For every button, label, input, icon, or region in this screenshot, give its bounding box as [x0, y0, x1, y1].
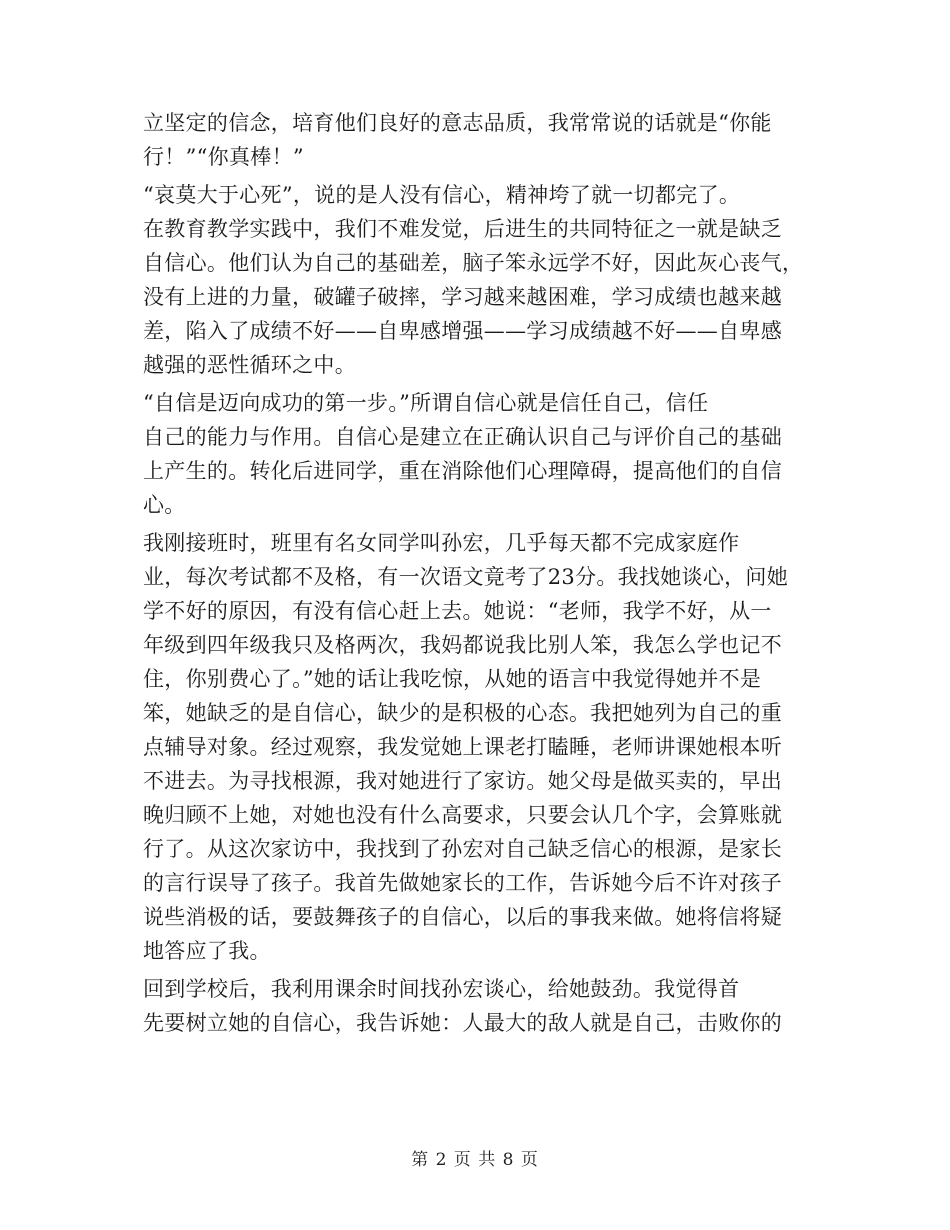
text-line: 自己的能力与作用。自信心是建立在正确认识自己与评价自己的基础	[143, 425, 782, 449]
text-line: “哀莫大于心死”，说的是人没有信心，精神垮了就一切都完了。	[143, 183, 741, 207]
text-line: 说些消极的话，要鼓舞孩子的自信心，以后的事我来做。她将信将疑	[143, 905, 782, 929]
text-line: 学不好的原因，有没有信心赶上去。她说：“老师，我学不好，从一	[143, 599, 772, 623]
text-line: 业，每次考试都不及格，有一次语文竟考了23分。我找她谈心，问她	[143, 565, 789, 589]
text-line: 年级到四年级我只及格两次，我妈都说我比别人笨，我怎么学也记不	[143, 633, 782, 657]
paragraph	[143, 178, 823, 382]
text-line: 行！”“你真棒！”	[143, 145, 304, 169]
text-line: 我刚接班时，班里有名女同学叫孙宏，几乎每天都不完成家庭作	[143, 531, 740, 555]
page-number-footer: 第 2 页 共 8 页	[411, 1150, 539, 1170]
text-line: 回到学校后，我利用课余时间找孙宏谈心，给她鼓劲。我觉得首	[143, 977, 740, 1001]
paragraph	[143, 972, 823, 1040]
text-line: 笨，她缺乏的是自信心，缺少的是积极的心态。我把她列为自己的重	[143, 701, 782, 725]
text-line: 差，陷入了成绩不好——自卑感增强——学习成绩越不好——自卑感	[143, 319, 782, 343]
text-line: 先要树立她的自信心，我告诉她：人最大的敌人就是自己，击败你的	[143, 1011, 782, 1035]
text-line: 的言行误导了孩子。我首先做她家长的工作，告诉她今后不许对孩子	[143, 871, 782, 895]
text-line: 越强的恶性循环之中。	[143, 353, 356, 377]
paragraph	[143, 386, 823, 522]
text-line: 在教育教学实践中，我们不难发觉，后进生的共同特征之一就是缺乏	[143, 217, 782, 241]
text-line: 心。	[143, 493, 186, 517]
paragraph	[143, 106, 823, 174]
text-line: 不进去。为寻找根源，我对她进行了家访。她父母是做买卖的，早出	[143, 769, 782, 793]
text-line: 自信心。他们认为自己的基础差，脑子笨永远学不好，因此灰心丧气，	[143, 251, 804, 275]
paragraph	[143, 526, 823, 968]
text-line: “自信是迈向成功的第一步。”所谓自信心就是信任自己，信任	[143, 391, 709, 415]
text-line: 上产生的。转化后进同学，重在消除他们心理障碍，提高他们的自信	[143, 459, 782, 483]
text-line: 点辅导对象。经过观察，我发觉她上课老打瞌睡，老师讲课她根本听	[143, 735, 782, 759]
text-line: 晚归顾不上她，对她也没有什么高要求，只要会认几个字，会算账就	[143, 803, 782, 827]
text-line: 住，你别费心了。”她的话让我吃惊，从她的语言中我觉得她并不是	[143, 667, 762, 691]
text-line: 地答应了我。	[143, 939, 271, 963]
document-body	[143, 106, 823, 1040]
text-line: 立坚定的信念，培育他们良好的意志品质，我常常说的话就是“你能	[143, 111, 772, 135]
text-line: 没有上进的力量，破罐子破摔，学习越来越困难，学习成绩也越来越	[143, 285, 782, 309]
text-line: 行了。从这次家访中，我找到了孙宏对自己缺乏信心的根源，是家长	[143, 837, 782, 861]
